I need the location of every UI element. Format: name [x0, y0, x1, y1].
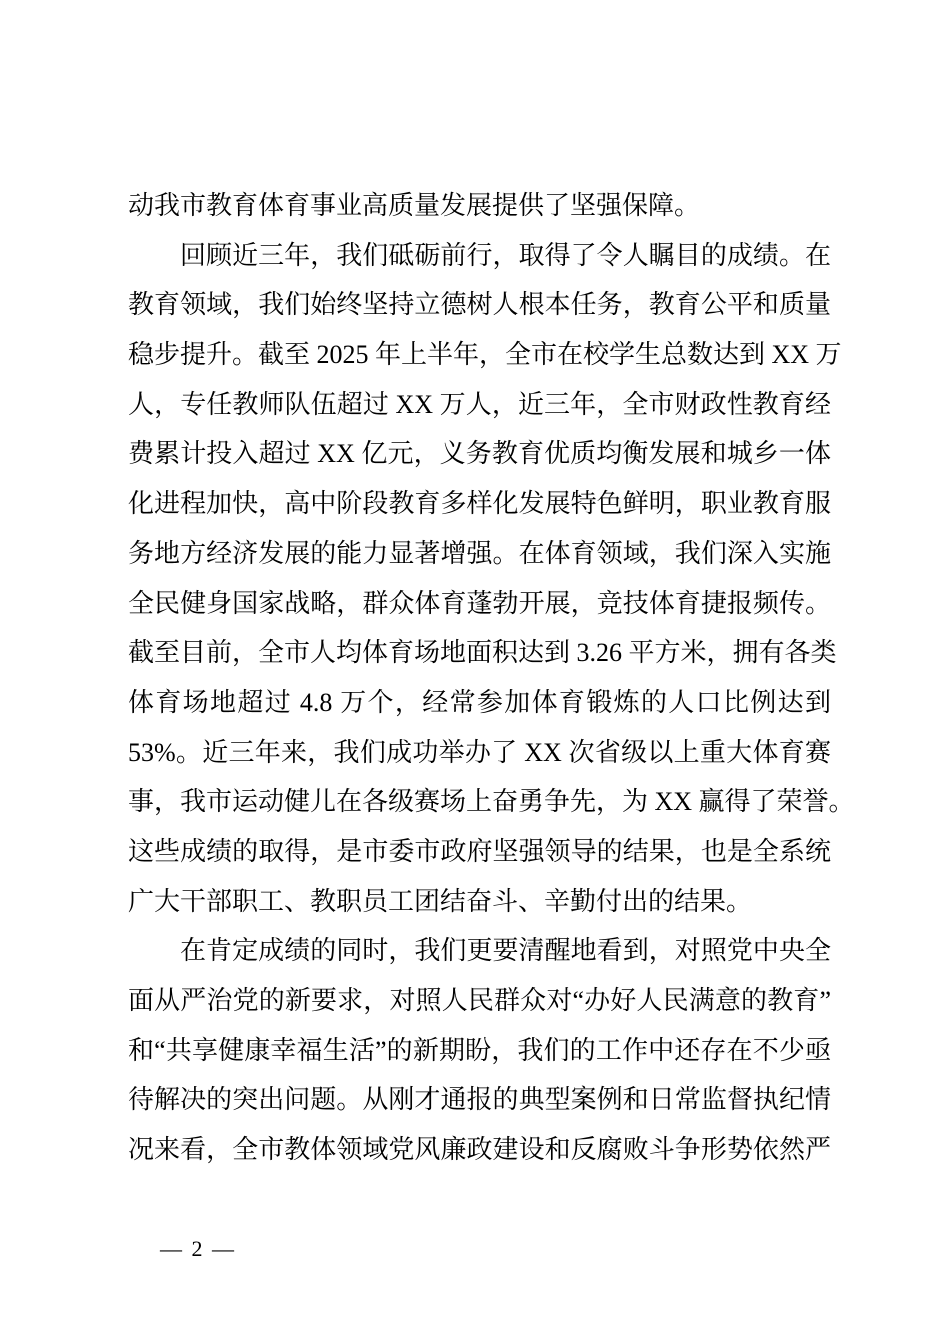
paragraph — [128, 181, 831, 231]
text-line: 全民健身国家战略，群众体育蓬勃开展，竞技体育捷报频传。 — [128, 588, 831, 618]
text-line: 务地方经济发展的能力显著增强。在体育领域，我们深入实施 — [128, 538, 831, 568]
text-line: 动我市教育体育事业高质量发展提供了坚强保障。 — [128, 191, 701, 220]
text-line: 53%。近三年来，我们成功举办了 XX 次省级以上重大体育赛 — [128, 737, 831, 767]
text-line: 稳步提升。截至 2025 年上半年，全市在校学生总数达到 XX 万 — [128, 340, 842, 370]
text-line: 在肯定成绩的同时，我们更要清醒地看到，对照党中央全 — [180, 936, 831, 966]
text-line: 面从严治党的新要求，对照人民群众对“办好人民满意的教育” — [128, 986, 831, 1015]
text-line: 体育场地超过 4.8 万个，经常参加体育锻炼的人口比例达到 — [128, 687, 831, 717]
text-line: 和“共享健康幸福生活”的新期盼，我们的工作中还存在不少亟 — [128, 1035, 831, 1065]
text-line: 费累计投入超过 XX 亿元，义务教育优质均衡发展和城乡一体 — [128, 439, 831, 469]
text-line: 这些成绩的取得，是市委市政府坚强领导的结果，也是全系统 — [128, 836, 831, 866]
page-number: — 2 — — [160, 1236, 236, 1261]
paragraph — [128, 231, 855, 927]
text-line: 待解决的突出问题。从刚才通报的典型案例和日常监督执纪情 — [128, 1085, 831, 1115]
text-line: 化进程加快，高中阶段教育多样化发展特色鲜明，职业教育服 — [128, 489, 831, 519]
text-line: 回顾近三年，我们砥砺前行，取得了令人瞩目的成绩。在 — [180, 240, 831, 270]
text-line: 人，专任教师队伍超过 XX 万人，近三年，全市财政性教育经 — [128, 389, 831, 419]
paragraph — [128, 926, 831, 1174]
text-line: 教育领域，我们始终坚持立德树人根本任务，教育公平和质量 — [128, 290, 831, 320]
text-line: 截至目前，全市人均体育场地面积达到 3.26 平方米，拥有各类 — [128, 638, 837, 668]
text-line: 广大干部职工、教职员工团结奋斗、辛勤付出的结果。 — [128, 886, 753, 916]
text-line: 事，我市运动健儿在各级赛场上奋勇争先，为 XX 赢得了荣誉。 — [128, 787, 855, 817]
text-line: 况来看，全市教体领域党风廉政建设和反腐败斗争形势依然严 — [128, 1135, 831, 1165]
document-body — [128, 181, 855, 1175]
